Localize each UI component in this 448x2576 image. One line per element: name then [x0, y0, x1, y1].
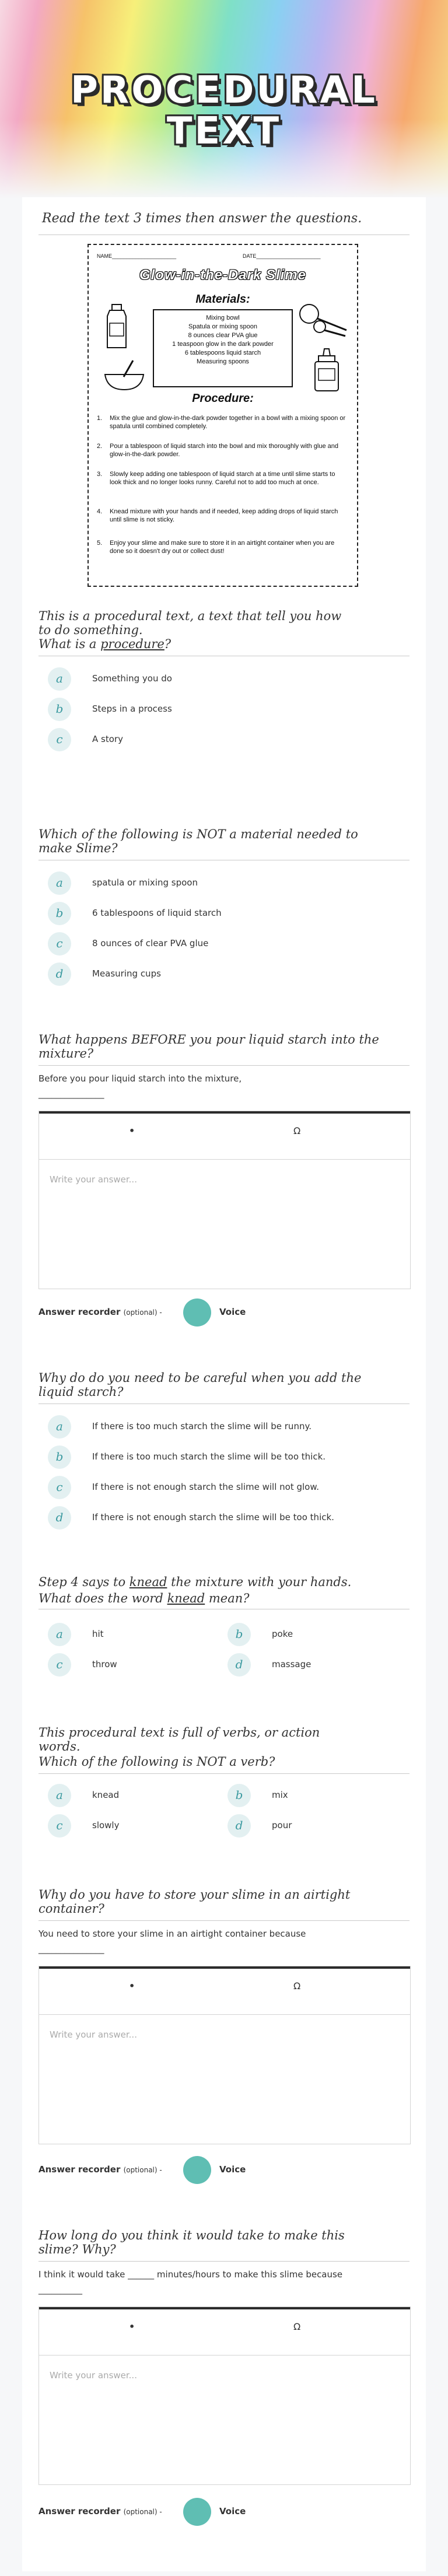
option-letter: b [48, 1446, 71, 1469]
date-label: DATE______________________ [243, 253, 321, 259]
material-item: Spatula or mixing spoon [188, 323, 257, 330]
q2-lead: Which of the following is NOT a material needed to [38, 827, 358, 841]
q5-option-d[interactable] [228, 1653, 397, 1676]
bullet-button[interactable]: • [129, 1125, 135, 1136]
q1-question: What is a procedure? [38, 637, 172, 651]
option-text: 8 ounces of clear PVA glue [92, 938, 209, 949]
q2-option-a[interactable] [48, 872, 398, 895]
q7-prompt-blank: _______________ [38, 1944, 104, 1954]
bullet-button[interactable]: • [129, 2321, 135, 2332]
option-text: spatula or mixing spoon [92, 877, 198, 888]
q2-option-d[interactable] [48, 963, 398, 986]
option-letter: a [48, 872, 71, 895]
q3-lead: What happens BEFORE you pour liquid starch into the [38, 1032, 379, 1046]
material-item: Measuring spoons [197, 358, 249, 365]
q5-lead: Step 4 says to knead the mixture with your hands. [38, 1575, 352, 1589]
procedure-step: 2. Pour a tablespoon of liquid starch into the bowl and mix thoroughly with glue and glow-in-the-dark powder. [97, 443, 338, 458]
q3-answer-input[interactable]: Write your answer... [50, 1174, 137, 1185]
option-letter: a [48, 1623, 71, 1646]
material-item: Mixing bowl [206, 314, 240, 321]
recorder-label: Answer recorder (optional) - [38, 1307, 162, 1317]
divider [38, 1065, 410, 1066]
procedure-step: 1. Mix the glue and glow-in-the-dark powder together in a bowl with a mixing spoon or spatula until combined completely. [97, 415, 346, 430]
option-letter: a [48, 1415, 71, 1438]
procedure-step: 5. Enjoy your slime and make sure to store it in an airtight container when you are done so it doesn't dry out or collect dust! [97, 540, 335, 555]
option-text: If there is not enough starch the slime will be too thick. [92, 1512, 334, 1522]
q8-answer-editor [38, 2306, 411, 2485]
materials-heading: Materials: [195, 293, 250, 306]
option-text: massage [272, 1659, 312, 1670]
q6-option-b[interactable] [228, 1784, 397, 1807]
q8-prompt-blank: __________ [38, 2284, 82, 2295]
materials-box [153, 309, 293, 387]
option-letter: c [48, 1653, 71, 1676]
voice-label: Voice [219, 2164, 246, 2175]
q4-lead: Why do do you need to be careful when you add the [38, 1371, 362, 1385]
option-letter: b [48, 902, 71, 925]
worksheet-image [88, 244, 358, 587]
q3-prompt: Before you pour liquid starch into the mixture, [38, 1073, 242, 1084]
option-letter: d [228, 1814, 251, 1838]
q3-answer-editor [38, 1111, 411, 1289]
q4-option-a[interactable] [48, 1415, 398, 1438]
bottle-illustration [104, 303, 130, 350]
q2-option-c[interactable] [48, 932, 398, 956]
option-text: 6 tablespoons of liquid starch [92, 908, 222, 918]
divider [38, 1920, 410, 1921]
q6-option-d[interactable] [228, 1814, 397, 1838]
editor-toolbar [39, 1114, 410, 1160]
q1-option-c[interactable] [48, 728, 398, 751]
recorder-label: Answer recorder (optional) - [38, 2164, 162, 2175]
voice-record-button[interactable] [183, 2498, 211, 2526]
option-letter: a [48, 1784, 71, 1807]
instruction-text: Read the text 3 times then answer the questions. [42, 211, 362, 226]
q1-lead: to do something. [38, 623, 143, 637]
material-item: 6 tablespoons liquid starch [184, 349, 261, 356]
voice-record-button[interactable] [183, 1298, 211, 1326]
special-character-button[interactable]: Ω [293, 2321, 301, 2332]
option-text: throw [92, 1659, 117, 1670]
procedure-step: 3. Slowly keep adding one tablespoon of liquid starch at a time until slime starts to look thick and no longer looks runny. Careful not to add too much at once. [97, 471, 335, 486]
q3-lead: mixture? [38, 1046, 94, 1060]
option-text: pour [272, 1820, 292, 1831]
option-letter: c [48, 728, 71, 751]
name-label: NAME______________________ [97, 253, 177, 259]
q1-option-a[interactable] [48, 667, 398, 691]
option-letter: c [48, 932, 71, 956]
special-character-button[interactable]: Ω [293, 1980, 301, 1992]
q7-lead: Why do you have to store your slime in an airtight [38, 1888, 351, 1902]
option-letter: d [48, 1506, 71, 1530]
measuring-spoons-illustration [296, 301, 349, 338]
q8-lead: slime? Why? [38, 2242, 116, 2256]
option-letter: d [48, 963, 71, 986]
procedure-heading: Procedure: [192, 392, 254, 405]
voice-label: Voice [219, 2506, 246, 2516]
option-text: A story [92, 734, 123, 744]
option-text: If there is too much starch the slime will be runny. [92, 1421, 312, 1432]
q2-lead: make Slime? [38, 841, 118, 855]
option-text: If there is not enough starch the slime will not glow. [92, 1482, 320, 1492]
editor-toolbar [39, 2309, 410, 2356]
q6-option-a[interactable] [48, 1784, 217, 1807]
q5-question: What does the word knead mean? [38, 1591, 250, 1605]
recorder-label: Answer recorder (optional) - [38, 2506, 162, 2516]
option-letter: b [48, 698, 71, 721]
q7-prompt: You need to store your slime in an airtight container because [38, 1929, 306, 1939]
q1-lead: This is a procedural text, a text that tell you how [38, 609, 342, 623]
option-text: poke [272, 1629, 293, 1639]
option-letter: d [228, 1653, 251, 1676]
option-text: Steps in a process [92, 704, 172, 714]
worksheet-title: Glow-in-the-Dark Slime [139, 267, 307, 283]
material-item: 8 ounces clear PVA glue [188, 332, 258, 339]
option-text: Measuring cups [92, 968, 161, 979]
bullet-button[interactable]: • [129, 1980, 135, 1992]
option-text: knead [92, 1790, 120, 1800]
option-text: slowly [92, 1820, 120, 1831]
material-item: 1 teaspoon glow in the dark powder [172, 341, 274, 348]
q6-option-c[interactable] [48, 1814, 217, 1838]
option-letter: c [48, 1814, 71, 1838]
page-title-line-2: TEXT [166, 110, 282, 153]
voice-label: Voice [219, 1307, 246, 1317]
q4-lead: liquid starch? [38, 1385, 124, 1399]
q3-prompt-blank: _______________ [38, 1088, 104, 1099]
bowl-illustration [103, 359, 146, 392]
q8-answer-input[interactable]: Write your answer... [50, 2370, 137, 2381]
option-text: mix [272, 1790, 288, 1800]
header-banner [0, 0, 448, 198]
q5-option-c[interactable] [48, 1653, 217, 1676]
q1-option-b[interactable] [48, 698, 398, 721]
q8-prompt: I think it would take ______ minutes/hours to make this slime because [38, 2269, 343, 2280]
option-letter: a [48, 667, 71, 691]
divider [38, 1773, 410, 1774]
q4-option-b[interactable] [48, 1446, 398, 1469]
q5-option-b[interactable] [228, 1623, 397, 1646]
option-letter: b [228, 1784, 251, 1807]
page-title-line-1: PROCEDURAL [71, 69, 377, 112]
q4-option-d[interactable] [48, 1506, 398, 1530]
q2-option-b[interactable] [48, 902, 398, 925]
q5-option-a[interactable] [48, 1623, 217, 1646]
procedure-step: 4. Knead mixture with your hands and if needed, keep adding drops of liquid starch until slime is not sticky. [97, 508, 338, 523]
voice-record-button[interactable] [183, 2156, 211, 2184]
q6-lead: This procedural text is full of verbs, or action [38, 1726, 320, 1740]
special-character-button[interactable]: Ω [293, 1125, 301, 1136]
option-text: Something you do [92, 673, 172, 684]
editor-toolbar [39, 1969, 410, 2015]
option-text: hit [92, 1629, 104, 1639]
option-letter: b [228, 1623, 251, 1646]
option-text: If there is too much starch the slime will be too thick. [92, 1451, 326, 1462]
q8-lead: How long do you think it would take to make this [38, 2228, 345, 2242]
option-letter: c [48, 1476, 71, 1499]
q6-lead: words. [38, 1740, 80, 1754]
glue-bottle-illustration [310, 348, 343, 392]
q7-answer-input[interactable]: Write your answer... [50, 2029, 137, 2040]
q7-answer-editor [38, 1966, 411, 2144]
q7-lead: container? [38, 1902, 104, 1916]
q6-question: Which of the following is NOT a verb? [38, 1755, 275, 1769]
q4-option-c[interactable] [48, 1476, 398, 1499]
divider [38, 2261, 410, 2262]
